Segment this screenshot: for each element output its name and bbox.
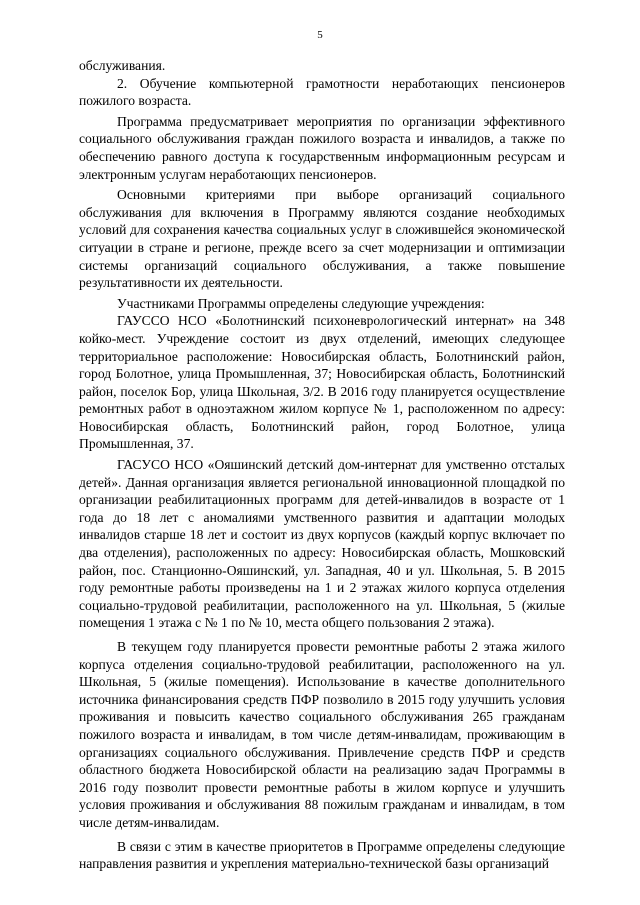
page-number: 5 — [317, 29, 323, 41]
paragraph-selection-criteria: Основными критериями при выборе организаций социального обслуживания для включения в Программу являются создание необходимых условий для сохранения качества социальных услуг в сложившейся экономической ситуации в стране и регионе, прежде всего за счет модернизации и оптимизации системы организаций социального обслуживания, а также повышение результативности их деятельности. — [79, 187, 565, 291]
paragraph-participants-intro: Участниками Программы определены следующие учреждения: — [117, 295, 485, 311]
paragraph-priorities: В связи с этим в качестве приоритетов в Программе определены следующие направления развития и укрепления материально-технической базы организаций — [79, 838, 565, 872]
paragraph-program-overview: Программа предусматривает мероприятия по организации эффективного социального обслуживания граждан пожилого возраста и инвалидов, а также по обеспечению равного доступа к государственным информационным ресурсам и электронным услугам неработающих пенсионеров. — [79, 113, 565, 182]
paragraph-current-year-plans: В текущем году планируется провести ремонтные работы 2 этажа жилого корпуса отделения социально-трудовой реабилитации, расположенного на ул. Школьная, 5 (жилые помещения). Использование в качестве дополнительного источника финансирования средств ПФР позволило в 2015 году улучшить условия проживания и повысить качество социального обслуживания 265 гражданам пожилого возраста и инвалидам, в том числе детям-инвалидам, проживающим в организациях социального обслуживания. Привлечение средств ПФР и средств областного бюджета Новосибирской области на реализацию задач Программы в 2016 году позволит провести ремонтные работы в жилом корпусе и улучшить условия проживания и обслуживания 88 пожилым гражданам и инвалидам, в том числе детям-инвалидам. — [79, 639, 565, 830]
paragraph-continuation: обслуживания. — [79, 58, 166, 73]
paragraph-bolotninsky-internat: ГАУССО НСО «Болотнинский психоневрологический интернат» на 348 койко-мест. Учреждение состоит из двух отделений, имеющих следующее территориальное расположение: Новосибирская область, Болотнинский район, город Болотное, улица Промышленная, 37; Новосибирская область, Болотнинский район, поселок Бор, улица Школьная, 3/2. В 2016 году планируется осуществление ремонтных работ в одноэтажном жилом корпусе № 1, расположенном по адресу: Новосибирская область, Болотнинский район, город Болотное, улица Промышленная, 37. — [79, 313, 565, 452]
paragraph-oyashinsky-internat: ГАСУСО НСО «Ояшинский детский дом-интернат для умственно отсталых детей». Данная организация является региональной инновационной площадкой по организации реабилитационных программ для детей-инвалидов в возрасте от 1 года до 18 лет с аномалиями умственного развития и адаптации молодых инвалидов старше 18 лет и состоит из двух корпусов (каждый корпус включает по два отделения), расположенных по адресу: Новосибирская область, Мошковский район, пос. Станционно-Ояшинский, ул. Западная, 40 и ул. Школьная, 5. В 2015 году ремонтные работы произведены на 1 и 2 этажах жилого корпуса отделения социально-трудовой реабилитации, расположенного на ул. Школьная, 5 (жилые помещения 1 этажа с № 1 по № 10, места общего пользования 2 этажа). — [79, 457, 565, 631]
document-body — [79, 57, 565, 873]
paragraph-item-2: 2. Обучение компьютерной грамотности неработающих пенсионеров пожилого возраста. — [79, 75, 565, 109]
